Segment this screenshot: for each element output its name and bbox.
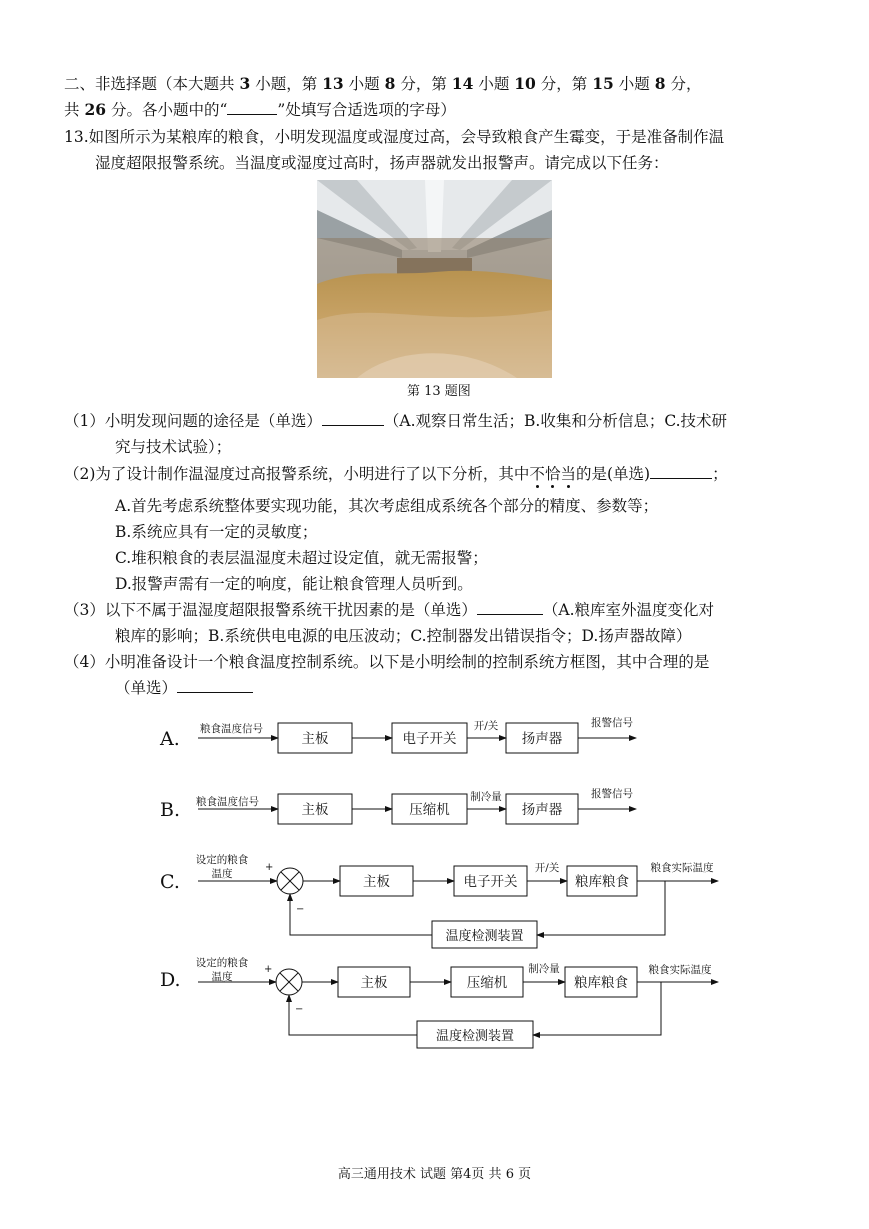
option-2-d: D.报警声需有一定的响度，能让粮食管理人员听到。 [115, 575, 473, 593]
section-header-line2: 共 26 分。各小题中的“ ”处填写合适选项的字母） [64, 100, 456, 119]
diagram-d-minus: − [295, 1004, 304, 1015]
diagram-c-feedback-text: 温度检测装置 [445, 929, 524, 944]
question-13-line2: 湿度超限报警系统。当温度或湿度过高时，扬声器就发出报警声。请完成以下任务： [95, 154, 669, 172]
diagram-c-input-line2: 温度 [211, 868, 233, 880]
diagram-a-box3-text: 扬声器 [521, 731, 563, 747]
diagram-c-minus: − [296, 904, 305, 915]
diagram-a-input: 粮食温度信号 [200, 723, 263, 735]
sub-question-3-line1: （3）以下不属于温湿度超限报警系统干扰因素的是（单选） （A.粮库室外温度变化对 [64, 601, 714, 619]
figure-caption: 第 13 题图 [407, 384, 471, 399]
answer-blank-4[interactable] [177, 677, 253, 693]
diagram-a-box1-text: 主板 [301, 731, 329, 747]
emphasis-not-appropriate: 不恰当 [529, 465, 576, 483]
diagram-c-box3-text: 粮库粮食 [575, 874, 629, 890]
option-2-a: A.首先考虑系统整体要实现功能，其次考虑组成系统各个部分的精度、参数等； [115, 497, 659, 515]
block-diagrams [0, 700, 869, 1070]
diagram-a-box2-text: 电子开关 [402, 731, 457, 747]
diagram-c-input-line1: 设定的粮食 [195, 854, 249, 866]
diagram-b-box1-text: 主板 [301, 802, 329, 818]
section-header-line1: 二、非选择题（本大题共 3 小题，第 13 小题 8 分，第 14 小题 10 分，第 15 小题 8 分， [64, 74, 702, 93]
answer-blank [227, 99, 277, 115]
diagram-c-plus: + [265, 862, 274, 873]
sub-question-4-line1: （4）小明准备设计一个粮食温度控制系统。以下是小明绘制的控制系统方框图，其中合理的是 [64, 653, 710, 671]
option-2-b: B.系统应具有一定的灵敏度； [115, 523, 318, 541]
diagram-d-input-line1: 设定的粮食 [195, 957, 249, 969]
question-13-line1: 13.如图所示为某粮库的粮食，小明发现温度或湿度过高，会导致粮食产生霉变，于是准备制作温 [64, 128, 725, 146]
diagram-b-output: 报警信号 [591, 788, 633, 800]
diagram-b-box3-text: 扬声器 [521, 802, 563, 818]
diagram-b-arrow-label: 制冷量 [470, 791, 502, 803]
option-2-c: C.堆积粮食的表层温湿度未超过设定值，就无需报警； [115, 549, 488, 567]
diagram-d-box2-text: 压缩机 [466, 975, 508, 991]
diagram-b-input: 粮食温度信号 [196, 796, 259, 808]
diagram-d-output: 粮食实际温度 [648, 964, 712, 976]
diagram-c-arrow-label: 开/关 [534, 862, 560, 874]
page-footer: 高三通用技术 试题 第4页 共 6 页 [337, 1167, 532, 1182]
answer-blank-3[interactable] [477, 599, 543, 615]
sub-question-1-line1: （1）小明发现问题的途径是（单选） （A.观察日常生活；B.收集和分析信息；C.技术研 [64, 412, 728, 430]
diagram-a-output: 报警信号 [591, 717, 633, 729]
sub-question-1-line2: 究与技术试验）； [115, 438, 232, 456]
diagram-d-box3-text: 粮库粮食 [574, 975, 628, 991]
answer-blank-2[interactable] [650, 463, 712, 479]
answer-blank-1[interactable] [322, 410, 384, 426]
sub-question-3-line2: 粮库的影响；B.系统供电电源的电压波动；C.控制器发出错误指令；D.扬声器故障） [115, 627, 692, 645]
diagram-d-feedback-text: 温度检测装置 [435, 1029, 515, 1044]
diagram-a-arrow-label: 开/关 [473, 720, 499, 732]
sub-question-2-stem: （2)为了设计制作温湿度过高报警系统，小明进行了以下分析，其中不恰当的是(单选) ； [64, 465, 728, 483]
grain-warehouse-photo [317, 180, 552, 378]
diagram-d-box1-text: 主板 [360, 975, 388, 991]
diagram-d-arrow-label: 制冷量 [528, 963, 560, 975]
sub-question-4-line2: （单选） [115, 677, 253, 699]
diagram-c-output: 粮食实际温度 [650, 862, 714, 874]
diagram-d-input-line2: 温度 [211, 971, 233, 983]
diagram-c-box1-text: 主板 [363, 874, 390, 890]
diagram-b-label: B. [160, 799, 181, 821]
diagram-a-label: A. [160, 728, 180, 750]
diagram-c-label: C. [160, 871, 180, 893]
diagram-b-box2-text: 压缩机 [409, 802, 450, 818]
diagram-d-label: D. [160, 969, 181, 991]
diagram-d-plus: + [264, 964, 273, 975]
diagram-c-box2-text: 电子开关 [463, 874, 518, 890]
